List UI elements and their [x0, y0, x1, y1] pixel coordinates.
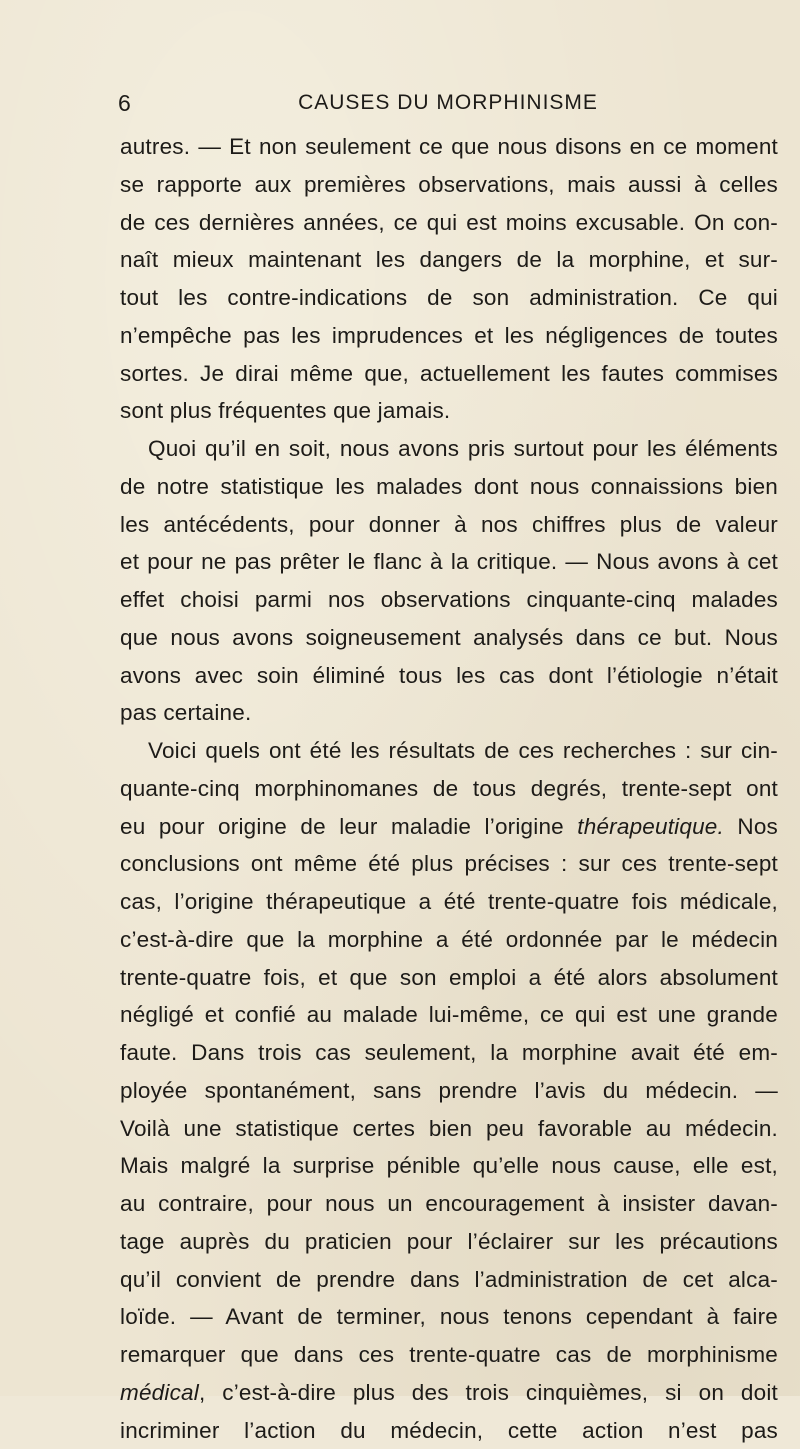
text-line: négligé et confié au malade lui-même, ce qui est une grande — [120, 996, 778, 1034]
text-line: pas certaine. — [120, 694, 778, 732]
text-line: quante-cinq morphinomanes de tous degrés, trente-sept ont — [120, 770, 778, 808]
text-line: effet choisi parmi nos observations cinquante-cinq malades — [120, 581, 778, 619]
text-line — [120, 1374, 778, 1412]
text-segment: eu pour origine de leur maladie l’origine — [120, 814, 577, 839]
text-line: remarquer que dans ces trente-quatre cas de morphinisme — [120, 1336, 778, 1374]
text-line: c’est-à-dire que la morphine a été ordonnée par le médecin — [120, 921, 778, 959]
text-segment: Nos — [724, 814, 778, 839]
text-line: cas, l’origine thérapeutique a été trente-quatre fois médicale, — [120, 883, 778, 921]
text-line: sortes. Je dirai même que, actuellement les fautes commises — [120, 355, 778, 393]
text-line: loïde. — Avant de terminer, nous tenons cependant à faire — [120, 1298, 778, 1336]
text-line: n’empêche pas les imprudences et les négligences de toutes — [120, 317, 778, 355]
text-line: qu’il convient de prendre dans l’administration de cet alca- — [120, 1261, 778, 1299]
page-number: 6 — [118, 86, 131, 120]
text-line: conclusions ont même été plus précises : sur ces trente-sept — [120, 845, 778, 883]
text-line: Quoi qu’il en soit, nous avons pris surtout pour les éléments — [120, 430, 778, 468]
italic-word: thérapeutique. — [577, 814, 724, 839]
text-line: Voilà une statistique certes bien peu favorable au médecin. — [120, 1110, 778, 1148]
text-line: avons avec soin éliminé tous les cas dont l’étiologie n’était — [120, 657, 778, 695]
text-line — [120, 808, 778, 846]
text-line: au contraire, pour nous un encouragement à insister davan- — [120, 1185, 778, 1223]
running-title: CAUSES DU MORPHINISME — [118, 86, 778, 120]
text-line: faute. Dans trois cas seulement, la morphine avait été em- — [120, 1034, 778, 1072]
running-head — [118, 86, 778, 120]
text-line: ployée spontanément, sans prendre l’avis du médecin. — — [120, 1072, 778, 1110]
text-line: que nous avons soigneusement analysés dans ce but. Nous — [120, 619, 778, 657]
body-text — [120, 128, 778, 1449]
text-line: tage auprès du praticien pour l’éclairer sur les précautions — [120, 1223, 778, 1261]
text-line: autres. — Et non seulement ce que nous disons en ce moment — [120, 128, 778, 166]
text-line: et pour ne pas prêter le flanc à la critique. — Nous avons à cet — [120, 543, 778, 581]
text-line: Voici quels ont été les résultats de ces recherches : sur cin- — [120, 732, 778, 770]
text-line: Mais malgré la surprise pénible qu’elle nous cause, elle est, — [120, 1147, 778, 1185]
text-line: sont plus fréquentes que jamais. — [120, 392, 778, 430]
text-line: trente-quatre fois, et que son emploi a été alors absolument — [120, 959, 778, 997]
italic-word: médical — [120, 1380, 199, 1405]
text-segment: , c’est-à-dire plus des trois cinquièmes, si on doit — [199, 1380, 778, 1405]
text-line: les antécédents, pour donner à nos chiffres plus de valeur — [120, 506, 778, 544]
text-line: naît mieux maintenant les dangers de la morphine, et sur- — [120, 241, 778, 279]
text-line: incriminer l’action du médecin, cette action n’est pas — [120, 1412, 778, 1449]
text-line: de ces dernières années, ce qui est moins excusable. On con- — [120, 204, 778, 242]
text-line: de notre statistique les malades dont nous connaissions bien — [120, 468, 778, 506]
text-line: se rapporte aux premières observations, mais aussi à celles — [120, 166, 778, 204]
text-line: tout les contre-indications de son administration. Ce qui — [120, 279, 778, 317]
